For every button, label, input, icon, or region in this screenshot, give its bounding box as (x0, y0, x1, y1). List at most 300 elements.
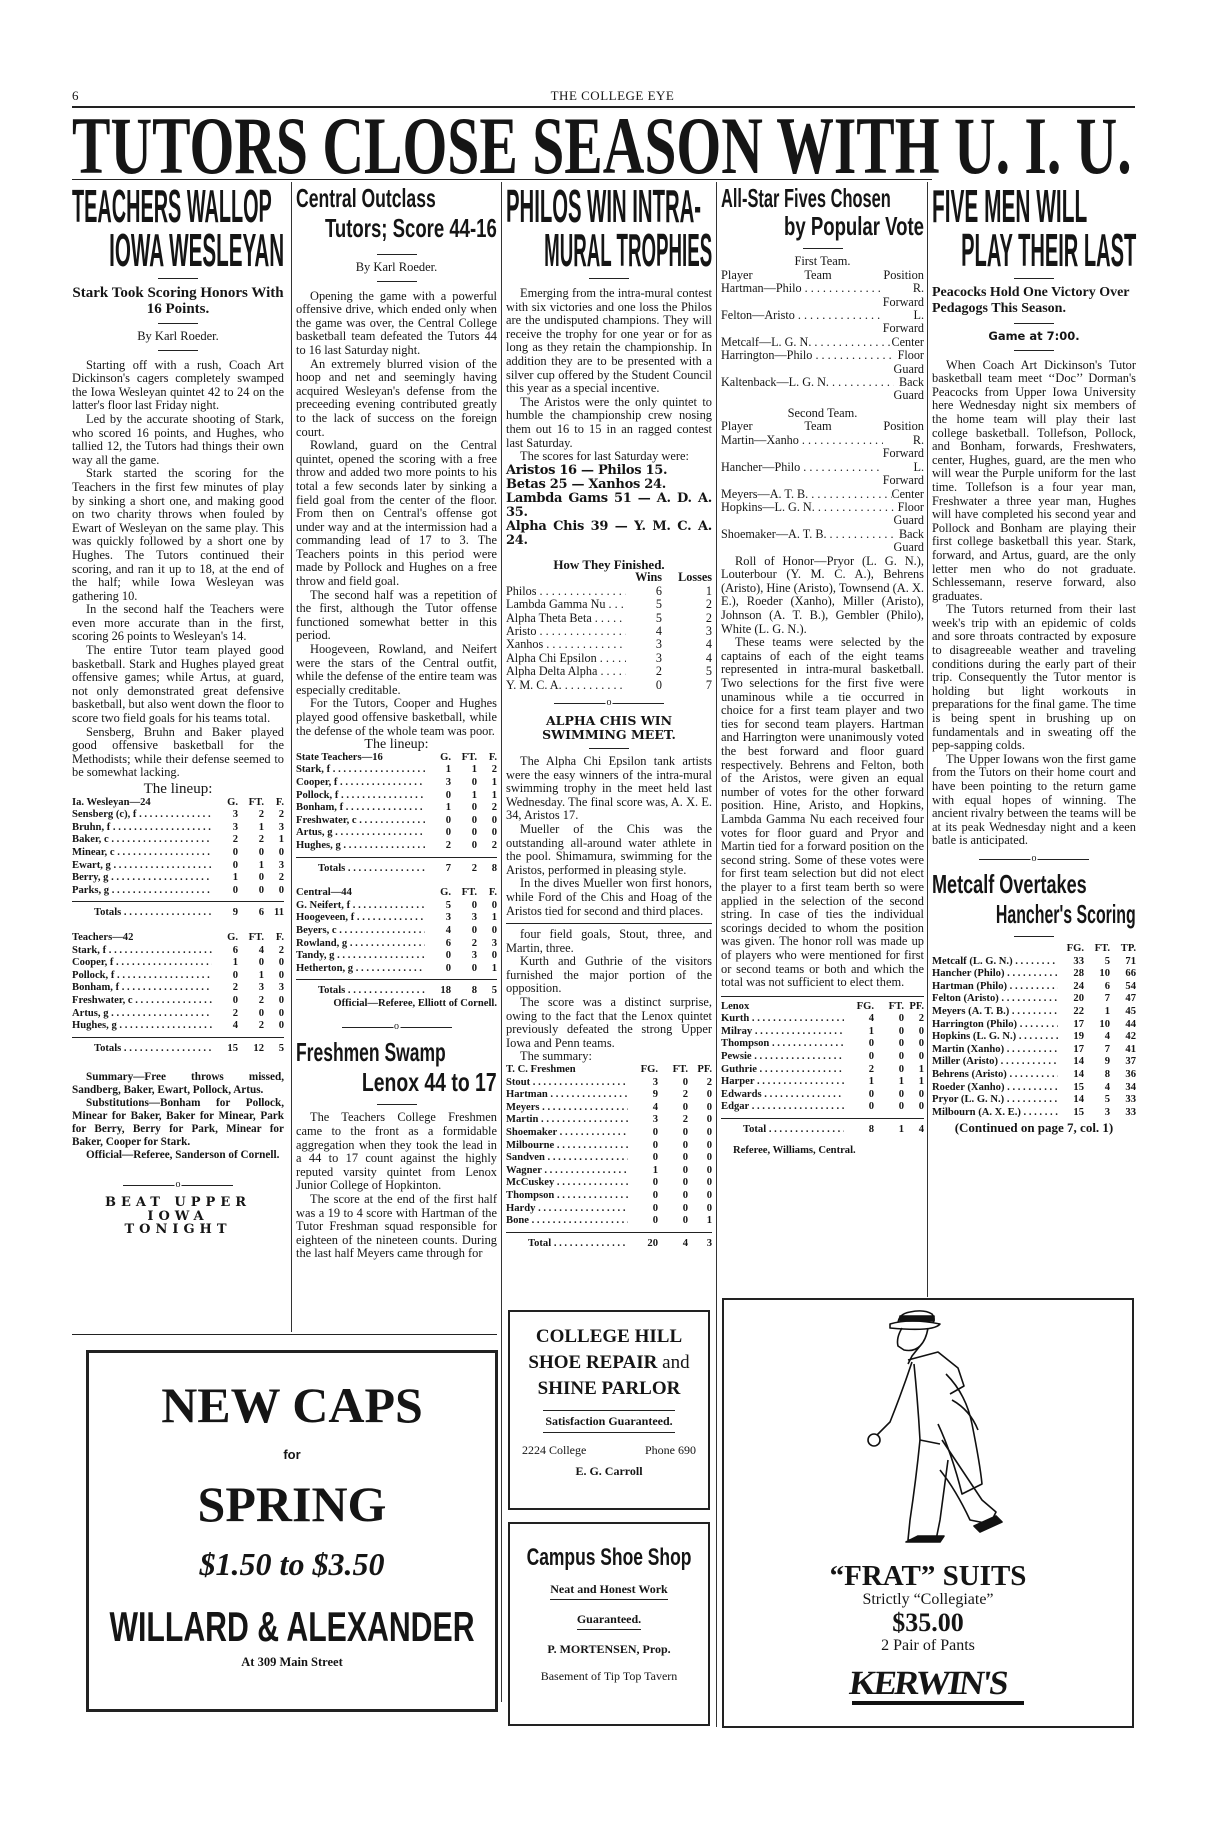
cell-value: 0 (278, 969, 284, 981)
table-row (721, 1038, 924, 1051)
cell-value: F. (488, 751, 497, 763)
paragraph: The entire Tutor team played good basketball. Stark and Hughes played great offensive games; while Artus, at guard, not only demonstrated great defensive basketball, but also went down the floor to score two field goals for his teams total. (72, 643, 284, 726)
table-row (296, 815, 497, 828)
article-body (932, 359, 1136, 848)
byline: By Karl Roeder. (355, 260, 438, 274)
row-label: Meyers . . . (506, 1102, 628, 1115)
table-row (932, 1069, 1136, 1082)
row-label: G. Neifert, f . . . (296, 900, 425, 913)
cell-value: 12 (253, 1042, 264, 1054)
cell-value: 0 (898, 1051, 904, 1063)
main-headline-text: TUTORS CLOSE SEASON WITH U. I. U. (72, 100, 1132, 191)
cell-value: FG. (640, 1064, 658, 1076)
cell-value: 2 (232, 1007, 238, 1019)
cell-value: 0 (232, 884, 238, 896)
paragraph: In the dives Mueller won first honors, while Ford of the Chis and Hoag of the Aristos tied for second and third places. (506, 876, 712, 918)
cell-value: 1 (705, 583, 712, 598)
cell-value: 3 (491, 937, 497, 949)
cell-value: 1 (445, 764, 451, 776)
cell-value: 2 (278, 944, 284, 956)
cell-value: 1 (898, 1076, 904, 1088)
row-label: Meyers (A. T. B.) . . . (932, 1006, 1058, 1019)
table-row (296, 912, 497, 925)
row-label: Freshwater, c . . . (72, 995, 212, 1008)
first-team-table (721, 282, 924, 403)
cell-value: 0 (682, 1127, 688, 1138)
cell-value: 0 (706, 1101, 712, 1113)
column-header: Player (721, 419, 753, 434)
table-row (296, 777, 497, 790)
cell-value: FG. (856, 1000, 874, 1012)
cell-value: 0 (868, 1051, 874, 1063)
cell-value: 3 (278, 821, 284, 833)
paragraph: Emerging from the intra-mural contest with six victories and one loss the Philos are the undisputed champions. They will receive the trophy for one year or for as long as they retain the championship. In addition they are to be presented with a silver cup offered by the Student Council this year as a special incentive. (506, 286, 712, 396)
cell-value: 0 (655, 677, 662, 692)
state-teachers-lineup-table (296, 752, 497, 875)
row-label: Thompson . . . (721, 1038, 844, 1051)
game-summary (72, 1071, 284, 1162)
row-label (932, 943, 1058, 956)
walking-man-illustration (828, 1304, 1028, 1559)
table-row (506, 1190, 712, 1203)
cell-value: 0 (445, 827, 451, 839)
paragraph: Kurth and Guthrie of the visitors furnished the major portion of the opposition. (506, 954, 712, 996)
cell-value: 1 (868, 1076, 874, 1088)
cell-value: 5 (705, 664, 712, 679)
cell-value: 0 (278, 846, 284, 858)
row-label: Harrington—Philo . . . (721, 349, 894, 376)
row-label: State Teachers—16 (296, 751, 383, 763)
article-central-outclass (296, 184, 497, 1261)
cell-value: F. (275, 796, 284, 808)
cell-value: 0 (682, 1139, 688, 1151)
cell-value: 1 (278, 834, 284, 846)
cell-value: FT. (461, 887, 477, 899)
cell-value: PF. (697, 1064, 712, 1076)
cell-value: 11 (273, 907, 284, 919)
cell-value: 1 (232, 872, 238, 884)
table-row (721, 282, 924, 309)
row-label: Freshwater, c . . . (296, 815, 425, 828)
cell-value: 20 (647, 1237, 658, 1249)
cell-value: 54 (1125, 980, 1136, 992)
cell-value: 3 (706, 1237, 712, 1249)
cell-value: 4 (1104, 1081, 1110, 1093)
row-label: Harrington (Philo) . . . (932, 1019, 1058, 1032)
cell-value: 0 (258, 1007, 264, 1019)
paragraph: The Aristos were the only quintet to humble the championship crew nosing them out 16 to 15 in an ragged contest last Saturday. (506, 394, 712, 450)
row-label: Parks, g . . . (72, 885, 212, 898)
column-rule (291, 182, 292, 1332)
cell-value: 3 (1104, 1106, 1110, 1118)
table-row (506, 598, 712, 611)
cell-value: 34 (1125, 1081, 1136, 1093)
cell-value: 1 (258, 821, 264, 833)
article-body (506, 287, 712, 464)
cell-value: L. Forward (882, 459, 924, 488)
main-headline (72, 100, 1135, 191)
paragraph: Opening the game with a powerful offensive drive, which ended only when the game was over, the Central College basketball team defeated the Tutors 44 to 16 last Saturday night. (296, 288, 497, 357)
cell-value: 0 (898, 1025, 904, 1037)
cell-value: 15 (227, 1042, 238, 1054)
table-total (721, 1118, 924, 1137)
cell-value: 0 (706, 1127, 712, 1138)
row-label: Felton—Aristo . . . (721, 309, 883, 336)
row-label: Sensberg (c), f . . . (72, 809, 212, 822)
table-row (721, 1076, 924, 1089)
cell-value: 2 (258, 809, 264, 821)
cell-value: Center (891, 334, 924, 349)
row-label: Hopkins (L. G. N.) . . . (932, 1031, 1058, 1044)
table-row (72, 885, 284, 898)
row-label: Berry, g . . . (72, 872, 212, 885)
row-label: Edgar . . . (721, 1101, 844, 1114)
byline: By Karl Roeder. (137, 329, 219, 343)
table-header (296, 752, 497, 765)
headline-line: PHILOS WIN INTRA- (506, 180, 702, 232)
table-row (296, 900, 497, 913)
table-row (506, 1215, 712, 1228)
standings-table (506, 571, 712, 692)
paragraph: Substitutions—Bonham for Pollock, Minear for Baker, Baker for Minear, Park for Berry, Berry for Park, Minear for Baker, Cooper for Stark. (72, 1097, 284, 1149)
cell-value: 8 (868, 1124, 874, 1136)
table-row (721, 1089, 924, 1102)
paragraph: four field goals, Stout, three, and Martin, three. (506, 927, 712, 955)
table-row (296, 938, 497, 951)
column-rule (927, 182, 928, 1297)
paragraph: Starting off with a rush, Coach Art Dickinson's cagers completely swamped the Iowa Wesleyan quintet 42 to 24 on the latter's floor last Friday night. (72, 357, 284, 413)
row-label: Beyers, c . . . (296, 925, 425, 938)
table-row (506, 665, 712, 678)
cell-value: 0 (706, 1189, 712, 1201)
cell-value: 0 (918, 1101, 924, 1113)
cell-value: TP. (1120, 942, 1136, 954)
table-total (506, 1232, 712, 1251)
row-label: Bone . . . (506, 1215, 628, 1228)
cell-value: 0 (471, 814, 477, 826)
table-row (296, 802, 497, 815)
cell-value: 4 (868, 1013, 874, 1025)
continued-note: (Continued on page 7, col. 1) (954, 1120, 1114, 1136)
cell-value: 8 (471, 985, 477, 997)
row-label: Alpha Theta Beta . . . (506, 612, 626, 625)
score-line: Lambda Gams 51 — A. D. A. 35. (506, 490, 712, 520)
cell-value: Center (891, 486, 924, 501)
row-label: Hardy . . . (506, 1203, 628, 1216)
table-row (721, 336, 924, 349)
row-label: Shoemaker—A. T. B. . . . (721, 528, 894, 555)
page-number: 6 (72, 88, 79, 103)
cell-value: 5 (491, 985, 497, 997)
cell-value: 1 (918, 1076, 924, 1088)
cell-value: 2 (258, 834, 264, 846)
cell-value: 6 (655, 583, 662, 598)
table-row (506, 1152, 712, 1165)
cell-value: 0 (232, 859, 238, 871)
cell-value: 0 (471, 827, 477, 839)
table-row (72, 822, 284, 835)
cell-value: 2 (258, 994, 264, 1006)
cell-value: 2 (705, 610, 712, 625)
cell-value: 22 (1073, 1005, 1084, 1017)
ad-price: $35.00 (892, 1608, 964, 1637)
row-label: Lenox (721, 1000, 750, 1012)
headline-line: Tutors; Score 44-16 (325, 213, 497, 243)
row-label: Pryor (L. G. N.) . . . (932, 1094, 1058, 1107)
ad-location: Basement of Tip Top Tavern (540, 1669, 678, 1683)
cell-value: 15 (1073, 1106, 1084, 1118)
paragraph: The Teachers College Freshmen came to the front as a formidable aggregation when they took the lead in a 44 to 17 count against the highly reputed varsity quintet from Lenox Junior College of Hopkinton. (296, 1110, 497, 1193)
table-header (506, 1064, 712, 1077)
row-label: Ia. Wesleyan—24 (72, 796, 151, 808)
cell-value: 3 (258, 982, 264, 994)
row-label: Pewsie . . . (721, 1051, 844, 1064)
article-body (506, 755, 712, 918)
cell-value: 33 (1125, 1094, 1136, 1106)
row-label: Totals . . . (296, 985, 425, 998)
headline-line: by Popular Vote (784, 211, 924, 241)
row-label: Tandy, g . . . (296, 950, 425, 963)
table-row (721, 1064, 924, 1077)
cell-value: 0 (232, 846, 238, 858)
row-label: Alpha Delta Alpha . . . (506, 665, 626, 678)
cell-value: F. (275, 931, 284, 943)
cell-value: 0 (258, 957, 264, 969)
cell-value: 0 (258, 884, 264, 896)
table-row (506, 652, 712, 665)
ad-phone: Phone 690 (645, 1443, 696, 1457)
row-label: Bruhn, f . . . (72, 822, 212, 835)
cell-value: 3 (705, 623, 712, 638)
cell-value: 1 (258, 859, 264, 871)
kerwins-logo-text: KERWIN'S (847, 1665, 1009, 1702)
cell-value: 2 (682, 1114, 688, 1126)
ad-campus-shoe-shop (508, 1522, 710, 1726)
cell-value: 33 (1073, 955, 1084, 967)
article-five-men (932, 180, 1136, 1136)
cell-value: 5 (655, 610, 662, 625)
headline-line: Hancher's Scoring (996, 898, 1136, 929)
row-label: Ewart, g . . . (72, 860, 212, 873)
cell-value: 45 (1125, 1005, 1136, 1017)
cell-value: 0 (471, 899, 477, 911)
row-label: Total . . . (506, 1238, 628, 1251)
cell-value: 1 (491, 776, 497, 788)
cell-value: 2 (232, 834, 238, 846)
cell-value: 28 (1073, 968, 1084, 980)
table-row (72, 957, 284, 970)
table-row (506, 1077, 712, 1090)
cell-value: 3 (471, 950, 477, 962)
cell-value: 0 (898, 1063, 904, 1075)
cell-value: 3 (232, 821, 238, 833)
cell-value: 3 (655, 637, 662, 652)
cell-value: 8 (1104, 1068, 1110, 1080)
table-row (506, 1114, 712, 1127)
ad-title: SHOE REPAIR (528, 1352, 658, 1373)
paper-title: THE COLLEGE EYE (550, 88, 675, 103)
row-label: Teachers—42 (72, 931, 134, 943)
cell-value: 0 (868, 1088, 874, 1100)
table-row (506, 1127, 712, 1140)
cell-value: 10 (1099, 968, 1110, 980)
cell-value: 1 (232, 957, 238, 969)
row-label: Hartman (Philo) . . . (932, 981, 1058, 994)
ad-address: 2224 College (522, 1443, 587, 1457)
cell-value: 0 (278, 957, 284, 969)
table-row (296, 840, 497, 853)
cell-value: 2 (655, 664, 662, 679)
cell-value: 2 (278, 872, 284, 884)
paragraph: The Alpha Chi Epsilon tank artists were the easy winners of the intra-mural swimming trophy in the meet held last Wednesday. The final score was, A. X. E. 34, Aristos 17. (506, 753, 712, 823)
cell-value: 1 (491, 962, 497, 974)
cell-value: 0 (278, 994, 284, 1006)
cell-value: Floor Guard (893, 348, 925, 376)
row-label: Metcalf (L. G. N.) . . . (932, 956, 1058, 969)
row-label: McCuskey . . . (506, 1177, 628, 1190)
cell-value: 0 (471, 962, 477, 974)
row-label: Stark, f . . . (72, 945, 212, 958)
ornament-rule: o (606, 696, 612, 708)
table-header (72, 932, 284, 945)
cell-value: R. Forward (882, 281, 924, 309)
cell-value: 1 (471, 789, 477, 801)
table-row (72, 970, 284, 983)
row-label: Meyers—A. T. B. . . . (721, 488, 892, 501)
score-line: Aristos 16 — Philos 15. (506, 462, 668, 478)
cell-value: 66 (1125, 968, 1136, 980)
cell-value: 0 (445, 950, 451, 962)
row-label: Felton (Aristo) . . . (932, 993, 1058, 1006)
cell-value: 4 (445, 924, 451, 936)
paragraph: The Upper Iowans won the first game from the Tutors on their home court and have been pointing to the return game with equal hopes of winning. The ancient rivalry between the teams will be at its peak Wednesday night and a keen batle is anticipated. (932, 751, 1136, 848)
cell-value: 0 (682, 1202, 688, 1214)
swimming-headline: ALPHA CHIS WIN SWIMMING MEET. (542, 712, 676, 742)
row-label: Martin—Xanho . . . (721, 434, 883, 461)
row-label: Roeder (Xanho) . . . (932, 1082, 1058, 1095)
table-header (932, 943, 1136, 956)
row-label: Edwards . . . (721, 1089, 844, 1102)
cell-value: 4 (655, 623, 662, 638)
score-line: Betas 25 — Xanhos 24. (506, 476, 666, 492)
cell-value: 33 (1125, 1106, 1136, 1118)
cell-value: 0 (918, 1051, 924, 1063)
cell-value: 44 (1125, 1018, 1136, 1030)
cell-value: 9 (652, 1089, 658, 1101)
ad-title: and (662, 1352, 690, 1373)
cell-value: 0 (706, 1152, 712, 1164)
headline-line: MURAL TROPHIES (543, 224, 712, 276)
article-body (721, 555, 924, 990)
table-row (506, 1203, 712, 1216)
cell-value: 0 (898, 1101, 904, 1113)
cell-value: 4 (918, 1124, 924, 1136)
paragraph: The summary: (520, 1049, 592, 1064)
table-row (721, 376, 924, 403)
headline-line: Central Outclass (296, 183, 436, 213)
table-row (72, 847, 284, 860)
row-label: Cooper, f . . . (72, 957, 212, 970)
central-lineup-table (296, 887, 497, 998)
headline-line: FIVE MEN WILL (932, 180, 1088, 232)
row-label: Hughes, g . . . (72, 1020, 212, 1033)
cell-value: FT. (248, 796, 264, 808)
cell-value: 2 (258, 1020, 264, 1032)
cell-value: 7 (1104, 993, 1110, 1005)
scoring-table (932, 943, 1136, 1119)
row-label: Pollock, f . . . (72, 970, 212, 983)
headline-line: TEACHERS WALLOP (72, 180, 272, 232)
cell-value: 0 (491, 827, 497, 839)
table-row (721, 501, 924, 528)
row-label: Martin . . . (506, 1114, 628, 1127)
cell-value: 0 (258, 872, 264, 884)
column-header: Position (883, 419, 924, 434)
article-all-star-fives (721, 184, 924, 1157)
table-row (72, 809, 284, 822)
cell-value: 3 (652, 1114, 658, 1126)
table-header (506, 571, 712, 584)
row-label: Kurth . . . (721, 1013, 844, 1026)
cell-value: 1 (898, 1124, 904, 1136)
paragraph: The scores for last Saturday were: (520, 449, 689, 464)
cell-value: 0 (706, 1202, 712, 1214)
cell-value: 18 (440, 985, 451, 997)
table-total (72, 1037, 284, 1056)
article-body (296, 1111, 497, 1261)
freshmen-summary-table (506, 1064, 712, 1250)
table-row (932, 968, 1136, 981)
ad-subtitle: Strictly “Collegiate” (862, 1591, 994, 1608)
row-label: Hartman—Philo . . . (721, 282, 883, 309)
table-row (72, 982, 284, 995)
row-label: Bonham, f . . . (72, 982, 212, 995)
table-row (296, 790, 497, 803)
cell-value: 9 (1104, 1056, 1110, 1068)
cell-value: Back Guard (893, 375, 925, 403)
paragraph: Roll of Honor—Pryor (L. G. N.), Louterbour (Y. M. C. A.), Behrens (Aristo), Hine (Aristo), Townsend (A. X. E.), Roeder (Xanho), Miller (Aristo), Johnson (A. T. B.), Gembler (Philo), White (L. G. N.). (721, 553, 924, 636)
table-row (932, 1019, 1136, 1032)
cell-value: 0 (491, 924, 497, 936)
cell-value: 47 (1125, 993, 1136, 1005)
cell-value: 0 (682, 1152, 688, 1164)
cell-value: Floor Guard (893, 500, 925, 528)
table-row (721, 1013, 924, 1026)
table-row (721, 528, 924, 555)
table-row (932, 981, 1136, 994)
row-label: Hetherton, g . . . (296, 963, 425, 976)
slogan-line: BEAT UPPER IOWA (104, 1195, 252, 1224)
cell-value: 0 (898, 1038, 904, 1050)
row-label: Hopkins—L. G. N. . . . (721, 501, 894, 528)
ad-tagline: Neat and Honest Work (550, 1582, 667, 1600)
second-team-table (721, 434, 924, 555)
row-label: Artus, g . . . (296, 827, 425, 840)
cell-value: 14 (1073, 1056, 1084, 1068)
row-label: Cooper, f . . . (296, 777, 425, 790)
paragraph: Stark started the scoring for the Teachers in the first few minutes of play by sinking a short one, and making good on two charity throws when fouled by Ewart of Wesleyan on the same play. This was quickly followed by a short one by Hughes. The Tutors continued their scoring, and ran it up to 18, at the end of the half; while Iowa Wesleyan was gathering 10. (72, 466, 284, 603)
cell-value: 4 (652, 1101, 658, 1113)
ornament-rule: o (1031, 852, 1037, 864)
row-label: Milbourn (A. X. E.) . . . (932, 1107, 1058, 1120)
cell-value: 14 (1073, 1094, 1084, 1106)
paragraph: Mueller of the Chis was the outstanding all-around water athlete in the pool. Shimamura, swimming for the Aristos, performed in pleasing style. (506, 821, 712, 877)
cell-value: 0 (652, 1152, 658, 1164)
paragraph: When Coach Art Dickinson's Tutor basketball team meet ‘‘Doc’’ Dorman's Peacocks from Upper Iowa University here Wednesday night six members of the home team will play their last college basketball. Tollefson, Pollock, and Bonham, forwards, Freshwaters, center, Hughes, guard, are the men who will wear the Purple uniform for the last time. Tollefson is a four year man, Freshwater a three year man, Hughes will have completed his second year and Pollock and Bonham are playing their first college basketball this year. Stark, forward, and Artus, guard, are the only letter men who do not graduate. Schlessemann, reserve forward, also graduates. (932, 357, 1136, 603)
table-row (721, 488, 924, 501)
cell-value: 1 (258, 969, 264, 981)
cell-value: 71 (1125, 955, 1136, 967)
